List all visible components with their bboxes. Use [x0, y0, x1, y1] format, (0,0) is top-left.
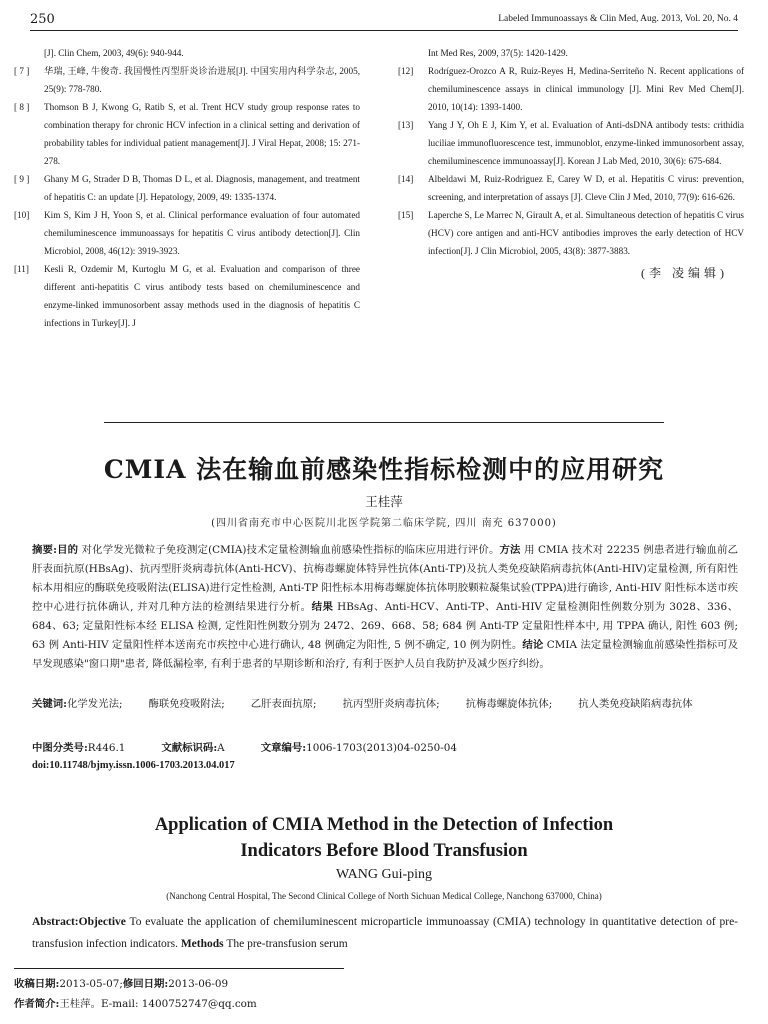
keywords [32, 695, 738, 714]
journal-name: Labeled Immunoassays & Clin Med, Aug. 2013, Vol. 20, No. 4 [498, 14, 738, 24]
methods-text: The pre-transfusion serum [226, 938, 348, 950]
abstract-label: Abstract: [32, 916, 79, 928]
reference-item: [J]. Clin Chem, 2003, 49(6): 940-944. [44, 48, 184, 58]
methods-text: 用 CMIA 技术对 22235 例患者进行输血前乙肝表面抗原(HBsAg)、抗丙型肝炎病毒抗体(Anti-HCV)、抗梅毒螺旋体特异性抗体(Anti-TP)及抗人类免疫缺陷病毒抗体(Anti-HIV)定量检测, 所有阳性标本用相应的酶联免疫吸附法(ELISA)进行定性检测, Anti-TP 阳性标本用梅毒螺旋体抗体明胶颗粒凝集试验(TPPA)进行确诊, Anti-HIV 阳性标本送市疾控中心进行抗体确认, 并对几种方法的检测结果进行分析。 [32, 544, 738, 613]
keyword: 抗梅毒螺旋体抗体; [465, 698, 553, 710]
keyword: 酶联免疫吸附法; [148, 698, 225, 710]
classification-meta [32, 739, 738, 754]
conclusion-label: 结论 [522, 639, 544, 651]
reference-item: [12] Rodríguez-Orozco A R, Ruiz-Reyes H, Medina-Serriteño N. Recent applications of chemiluminescence assays in clinical immunology [J]. Mini Rev Med Chem[J]. 2010, 10(14): 1393-1400. [398, 66, 744, 112]
keyword: 化学发光法; [67, 698, 123, 710]
results-label: 结果 [311, 601, 334, 613]
methods-label: Methods [180, 938, 224, 950]
objective-label: Objective [78, 916, 126, 928]
objective-text: 对化学发光微粒子免疫测定(CMIA)技术定量检测输血前感染性指标的临床应用进行评价。 [81, 544, 500, 556]
english-abstract [32, 911, 738, 955]
reference-item: [15] Laperche S, Le Marrec N, Girault A, et al. Simultaneous detection of hepatitis C virus (HCV) core antigen and anti-HCV antibodies improves the early detection of HCV infection[J]. J Clin Microbiol, 2005, 43(8): 3877-3883. [398, 210, 744, 256]
keyword: 抗人类免疫缺陷病毒抗体 [578, 698, 693, 710]
english-affiliation: (Nanchong Central Hospital, The Second Clinical College of North Sichuan Medical College, Nanchong 637000, China) [166, 891, 602, 901]
references-left-column [14, 44, 360, 332]
english-title-line: Indicators Before Blood Transfusion [240, 841, 528, 861]
footnote-divider [14, 968, 344, 969]
chinese-abstract [32, 541, 738, 674]
reference-item: [11] Kesli R, Ozdemir M, Kurtoglu M G, et al. Evaluation and comparison of three different anti-hepatitis C virus antibody tests based on chemiluminescence and enzyme-linked immunosorbent assay methods used in the diagnosis of hepatitis C infections in Turkey[J]. J [14, 264, 360, 328]
footnote-dates: 收稿日期:2013-05-07;修回日期:2013-06-09 [14, 978, 229, 990]
footnote-author: 作者简介:王桂萍。E-mail: 1400752747@qq.com [14, 998, 257, 1010]
methods-label: 方法 [499, 544, 521, 556]
reference-item: [10] Kim S, Kim J H, Yoon S, et al. Clinical performance evaluation of four automated chemiluminescence immunoassays for hepatitis C virus antibody detection[J]. Clin Microbiol, 2008, 46(12): 3919-3923. [14, 210, 360, 256]
article-number: 文章编号:1006-1703(2013)04-0250-04 [260, 742, 457, 754]
reference-item: Int Med Res, 2009, 37(5): 1420-1429. [428, 48, 568, 58]
reference-item: [14] Albeldawi M, Ruiz-Rodriguez E, Carey W D, et al. Hepatitis C virus: prevention, screening, and interpretation of assays [J]. Cleve Clin J Med, 2010, 77(9): 616-626. [398, 174, 744, 202]
keywords-label: 关键词: [32, 698, 68, 710]
keyword: 乙肝表面抗原; [250, 698, 317, 710]
results-text: HBsAg、Anti-HCV、Anti-TP、Anti-HIV 定量检测阳性例数分别为 3028、336、684、63; 定量阳性标本经 ELISA 检测, 定性阳性例数分别为 2472、269、668、58; 684 例 Anti-TP 定量阳性样本中, 用 TPPA 确认, 阳性 603 例; 63 例 Anti-HIV 定量阳性样本送南充市疾控中心进行确认, 48 例确定为阳性, 5 例不确定, 10 例为阴性。 [32, 601, 738, 651]
running-header [30, 12, 738, 31]
chinese-title: CMIA 法在输血前感染性指标检测中的应用研究 [103, 455, 665, 484]
clc-number: 中图分类号:R446.1 [32, 742, 126, 754]
document-code: 文献标识码:A [161, 742, 225, 754]
references-right-column [398, 44, 744, 282]
editor-note: (李 凌编辑) [641, 266, 728, 280]
reference-item: [ 9 ] Ghany M G, Strader D B, Thomas D L, et al. Diagnosis, management, and treatment of hepatitis C: an update [J]. Hepatology, 2009, 49: 1335-1374. [14, 174, 360, 202]
section-divider [104, 422, 664, 423]
english-author: WANG Gui-ping [335, 867, 433, 882]
reference-item: [ 7 ] 华瑞, 王峰, 牛俊奇. 我国慢性丙型肝炎诊治进展[J]. 中国实用内科学杂志, 2005, 25(9): 778-780. [14, 66, 360, 94]
page-number: 250 [30, 12, 55, 27]
english-title-line: Application of CMIA Method in the Detection of Infection [154, 815, 614, 835]
chinese-author: 王桂萍 [365, 494, 403, 509]
objective-label: 目的 [56, 544, 79, 556]
conclusion-text: CMIA 法定量检测输血前感染性指标可及早发现感染"窗口期"患者, 降低漏检率, 有利于患者的早期诊断和治疗, 有利于医护人员自我防护及减少医疗纠纷。 [32, 639, 738, 670]
keyword-list [67, 695, 738, 714]
reference-item: [13] Yang J Y, Oh E J, Kim Y, et al. Evaluation of Anti-dsDNA antibody tests: crithidia luciliae immunofluorescence test, immunoblot, enzyme-linked immunosorbent assay, chemiluminescence immunoassay[J]. Korean J Lab Med, 2010, 30(6): 675-684. [398, 120, 744, 166]
english-title [0, 812, 768, 864]
doi: doi:10.11748/bjmy.issn.1006-1703.2013.04.017 [32, 760, 235, 771]
chinese-affiliation: (四川省南充市中心医院川北医学院第二临床学院, 四川 南充 637000) [211, 518, 557, 529]
objective-text: To evaluate the application of chemiluminescent microparticle immunoassay (CMIA) technology in quantitative detection of pre-transfusion infection indicators. [32, 916, 738, 950]
reference-item: [ 8 ] Thomson B J, Kwong G, Ratib S, et al. Trent HCV study group response rates to combination therapy for chronic HCV infection in a clinical setting and derivation of probability tables for individual patient management[J]. J Viral Hepat, 2008; 15: 271-278. [14, 102, 360, 166]
keyword: 抗丙型肝炎病毒抗体; [342, 698, 440, 710]
abstract-label: 摘要: [32, 544, 57, 556]
